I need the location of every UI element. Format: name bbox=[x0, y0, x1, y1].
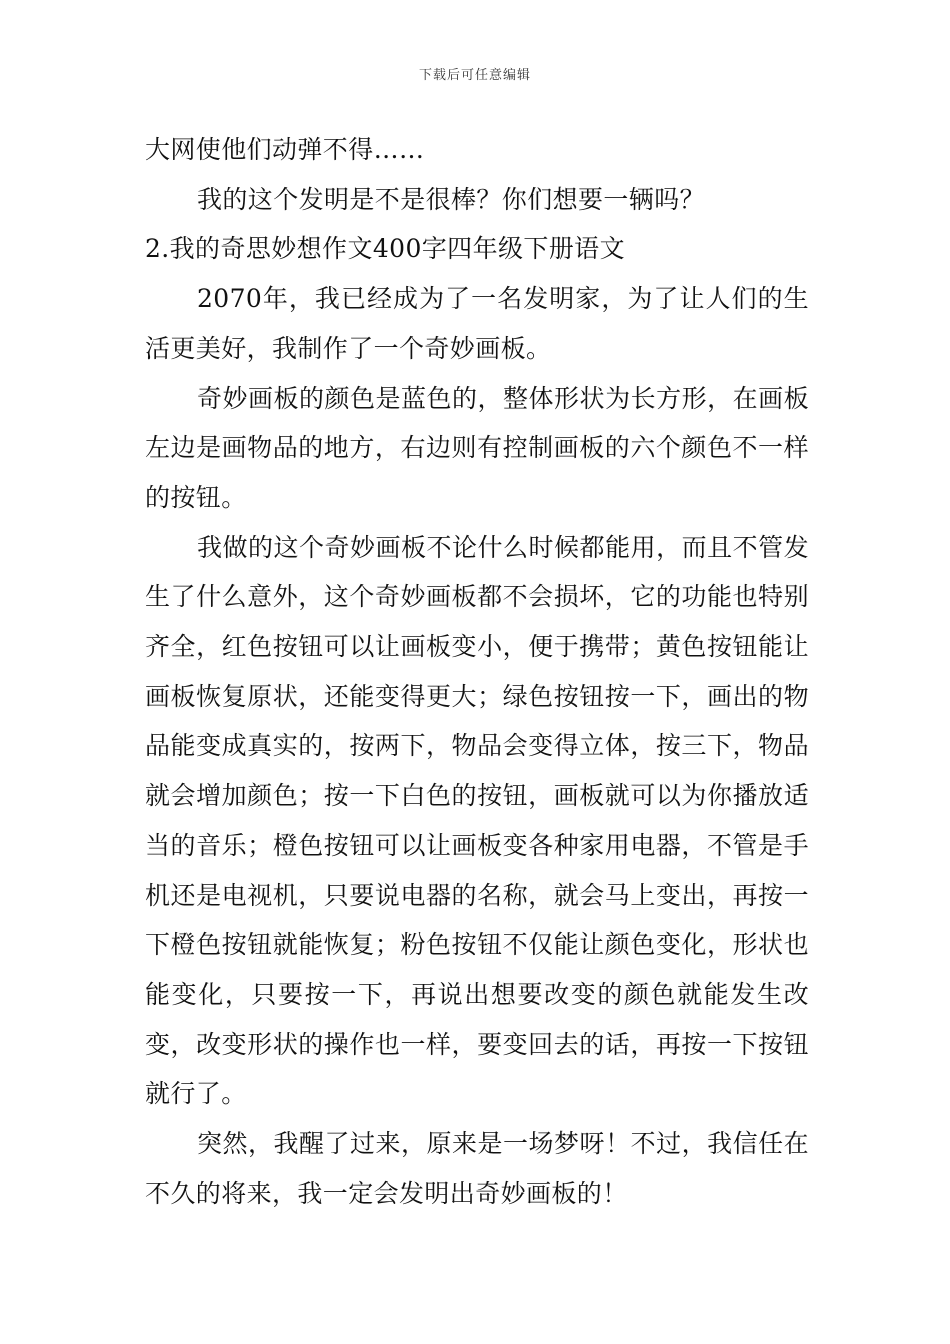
paragraph-ending: 突然，我醒了过来，原来是一场梦呀！不过，我信任在不久的将来，我一定会发明出奇妙画板的！ bbox=[145, 1129, 809, 1208]
paragraph-functions: 我做的这个奇妙画板不论什么时候都能用，而且不管发生了什么意外，这个奇妙画板都不会损坏，它的功能也特别齐全，红色按钮可以让画板变小，便于携带；黄色按钮能让画板恢复原状，还能变得更大；绿色按钮按一下，画出的物品能变成真实的，按两下，物品会变得立体，按三下，物品就会增加颜色；按一下白色的按钮，画板就可以为你播放适当的音乐；橙色按钮可以让画板变各种家用电器，不管是手机还是电视机，只要说电器的名称，就会马上变出，再按一下橙色按钮就能恢复；粉色按钮不仅能让颜色变化，形状也能变化，只要按一下，再说出想要改变的颜色就能发生改变，改变形状的操作也一样，要变回去的话，再按一下按钮就行了。 bbox=[145, 532, 809, 1109]
paragraph-continuation: 大网使他们动弹不得…… bbox=[145, 135, 425, 164]
paragraph-question: 我的这个发明是不是很棒？你们想要一辆吗？ bbox=[197, 184, 706, 214]
paragraph-description: 奇妙画板的颜色是蓝色的，整体形状为长方形，在画板左边是画物品的地方，右边则有控制画板的六个颜色不一样的按钮。 bbox=[145, 383, 809, 512]
section-title: 2.我的奇思妙想作文400字四年级下册语文 bbox=[145, 234, 625, 264]
page-header: 下载后可任意编辑 bbox=[418, 68, 531, 83]
document-body bbox=[145, 125, 809, 1218]
paragraph-intro: 2070年，我已经成为了一名发明家，为了让人们的生活更美好，我制作了一个奇妙画板。 bbox=[145, 284, 809, 363]
